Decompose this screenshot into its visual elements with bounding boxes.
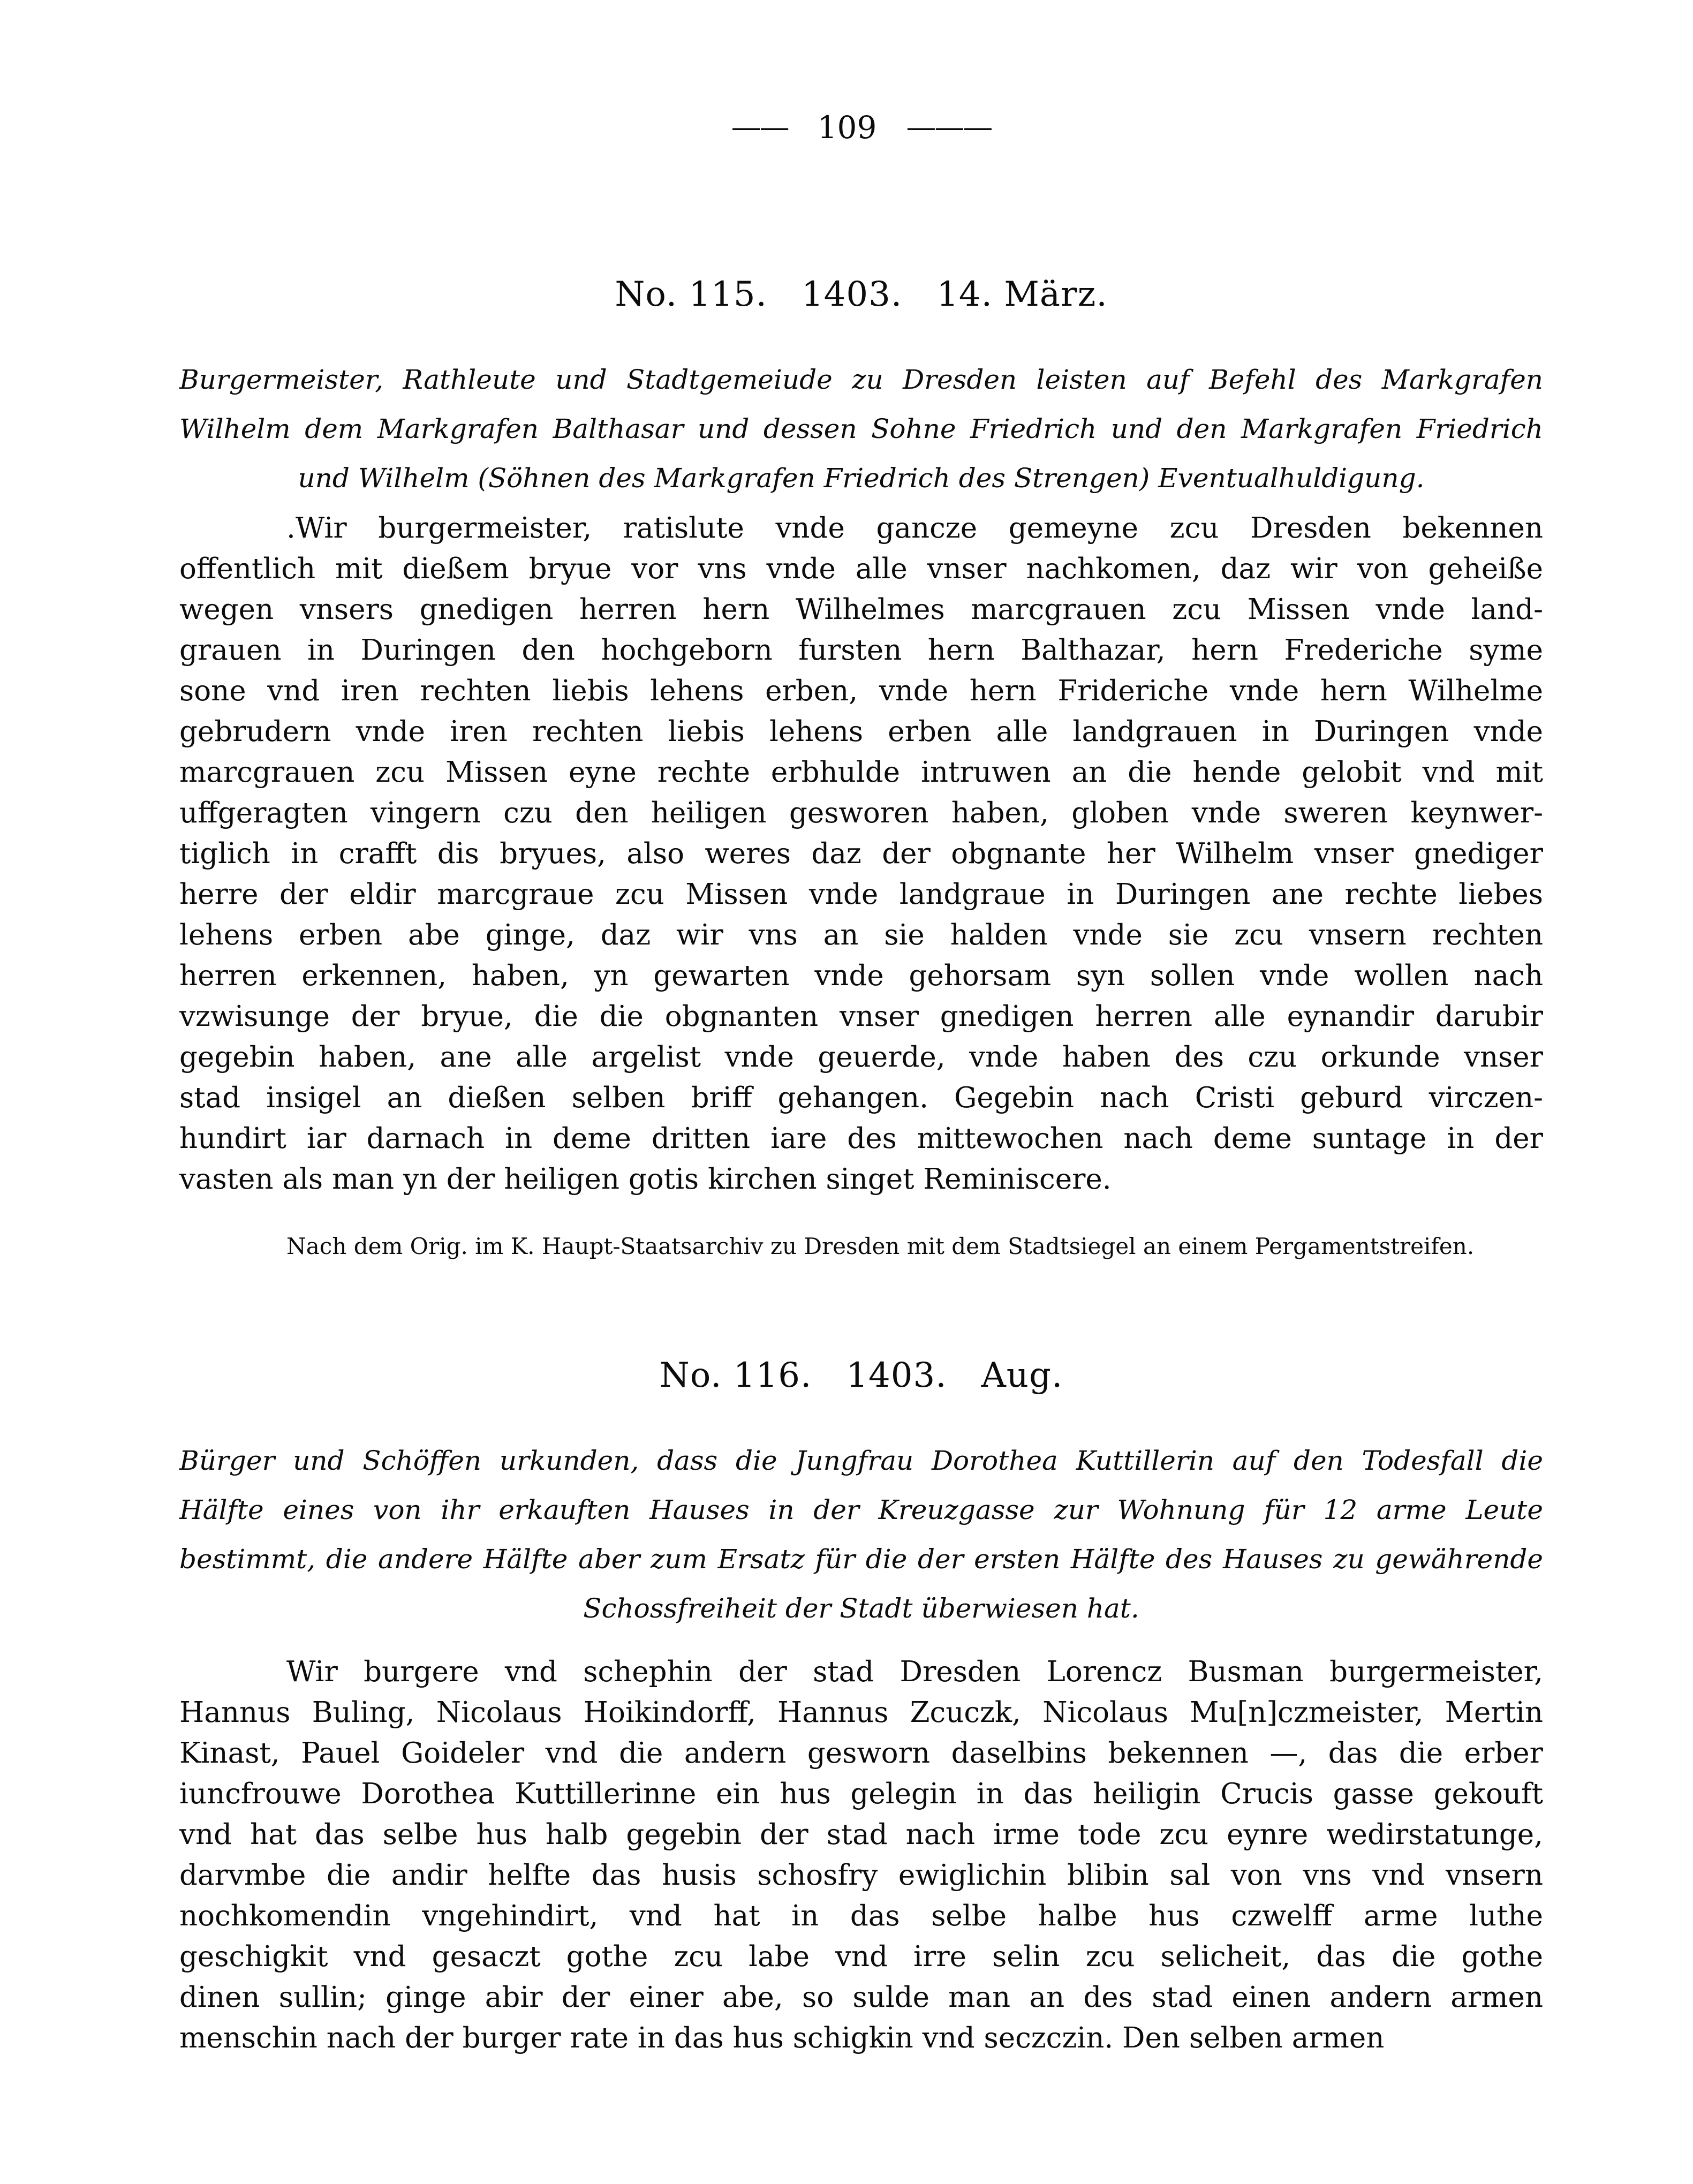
text-line: uffgeragten vingern czu den heiligen gesworen haben, globen vnde sweren keynwer- xyxy=(179,797,1543,829)
text-line: gebrudern vnde iren rechten liebis lehens erben alle landgrauen in Duringen vnde xyxy=(179,715,1543,748)
text-line: darvmbe die andir helfte das husis schosfry ewiglichin blibin sal von vns vnd vnsern xyxy=(179,1859,1543,1892)
text-line: Wir burgere vnd schephin der stad Dresden Lorencz Busman burgermeister, xyxy=(286,1656,1543,1688)
page-number: 109 xyxy=(817,109,877,146)
charter-115 xyxy=(179,274,1543,1260)
text-line: marcgrauen zcu Missen eyne rechte erbhulde intruwen an die hende gelobit vnd mit xyxy=(179,756,1543,789)
text-line: Schossfreiheit der Stadt überwiesen hat. xyxy=(583,1593,1139,1624)
charter-115-summary xyxy=(179,355,1543,503)
text-line: und Wilhelm (Söhnen des Markgrafen Friedrich des Strengen) Eventualhuldigung. xyxy=(298,463,1425,494)
text-line: nochkomendin vngehindirt, vnd hat in das selbe halbe hus czwelff arme luthe xyxy=(179,1900,1543,1932)
text-line: lehens erben abe ginge, daz wir vns an sie halden vnde sie zcu vnsern rechten xyxy=(179,919,1543,951)
text-line: offentlich mit dießem bryue vor vns vnde alle vnser nachkomen, daz wir von geheiße xyxy=(179,553,1543,585)
text-line: sone vnd iren rechten liebis lehens erben, vnde hern Frideriche vnde hern Wilhelme xyxy=(179,675,1543,707)
text-line: Hälfte eines von ihr erkauften Hauses in der Kreuzgasse zur Wohnung für 12 arme Leute xyxy=(179,1494,1543,1525)
text-line: herre der eldir marcgraue zcu Missen vnde landgraue in Duringen ane rechte liebes xyxy=(179,878,1543,911)
charter-116-summary xyxy=(179,1436,1543,1633)
charter-115-heading: No. 115. 1403. 14. März. xyxy=(615,275,1108,314)
text-line: vzwisunge der bryue, die die obgnanten vnser gnedigen herren alle eynandir darubir xyxy=(179,1000,1543,1033)
text-line: wegen vnsers gnedigen herren hern Wilhelmes marcgrauen zcu Missen vnde land- xyxy=(179,593,1543,626)
text-line: gegebin haben, ane alle argelist vnde geuerde, vnde haben des czu orkunde vnser xyxy=(179,1041,1543,1074)
charter-116 xyxy=(179,1355,1543,2059)
charter-116-text xyxy=(179,1652,1543,2059)
text-line: Hannus Buling, Nicolaus Hoikindorff, Hannus Zcuczk, Nicolaus Mu[n]czmeister, Mertin xyxy=(179,1696,1543,1729)
text-line: grauen in Duringen den hochgeborn fursten hern Balthazar, hern Frederiche syme xyxy=(179,634,1543,667)
text-line: stad insigel an dießen selben briff gehangen. Gegebin nach Cristi geburd virczen- xyxy=(179,1082,1543,1114)
charter-115-source-note: Nach dem Orig. im K. Haupt-Staatsarchiv zu Dresden mit dem Stadtsiegel an einem Pergamentstreifen. xyxy=(286,1233,1475,1259)
text-line: menschin nach der burger rate in das hus schigkin vnd seczczin. Den selben armen xyxy=(179,2022,1385,2054)
page-number-rule-right: ——— xyxy=(906,110,992,145)
text-line: geschigkit vnd gesaczt gothe zcu labe vnd irre selin zcu selicheit, das die gothe xyxy=(179,1940,1543,1973)
charter-116-heading: No. 116. 1403. Aug. xyxy=(659,1356,1063,1395)
page-number-rule-left: —— xyxy=(731,110,788,145)
text-line: vnd hat das selbe hus halb gegebin der stad nach irme tode zcu eynre wedirstatunge, xyxy=(179,1818,1543,1851)
text-line: Burgermeister, Rathleute und Stadtgemeiude zu Dresden leisten auf Befehl des Markgrafen xyxy=(179,364,1543,395)
text-line: Wilhelm dem Markgrafen Balthasar und dessen Sohne Friedrich und den Markgrafen Friedrich xyxy=(179,413,1543,444)
text-line: Kinast, Pauel Goideler vnd die andern gesworn daselbins bekennen —, das die erber xyxy=(179,1737,1543,1770)
page-header xyxy=(179,110,1543,145)
text-line: .Wir burgermeister, ratislute vnde gancze gemeyne zcu Dresden bekennen xyxy=(286,512,1543,545)
text-line: iuncfrouwe Dorothea Kuttillerinne ein hus gelegin in das heiligin Crucis gasse gekouft xyxy=(179,1778,1543,1810)
charter-115-text xyxy=(179,508,1543,1200)
text-line: Bürger und Schöffen urkunden, dass die Jungfrau Dorothea Kuttillerin auf den Todesfall die xyxy=(179,1445,1543,1476)
text-line: hundirt iar darnach in deme dritten iare des mittewochen nach deme suntage in der xyxy=(179,1122,1543,1155)
text-line: vasten als man yn der heiligen gotis kirchen singet Reminiscere. xyxy=(179,1163,1112,1196)
text-line: tiglich in crafft dis bryues, also weres daz der obgnante her Wilhelm vnser gnediger xyxy=(179,837,1543,870)
text-line: herren erkennen, haben, yn gewarten vnde gehorsam syn sollen vnde wollen nach xyxy=(179,959,1543,992)
text-line: dinen sullin; ginge abir der einer abe, so sulde man an des stad einen andern armen xyxy=(179,1981,1543,2014)
text-line: bestimmt, die andere Hälfte aber zum Ersatz für die der ersten Hälfte des Hauses zu gewährende xyxy=(179,1544,1543,1575)
